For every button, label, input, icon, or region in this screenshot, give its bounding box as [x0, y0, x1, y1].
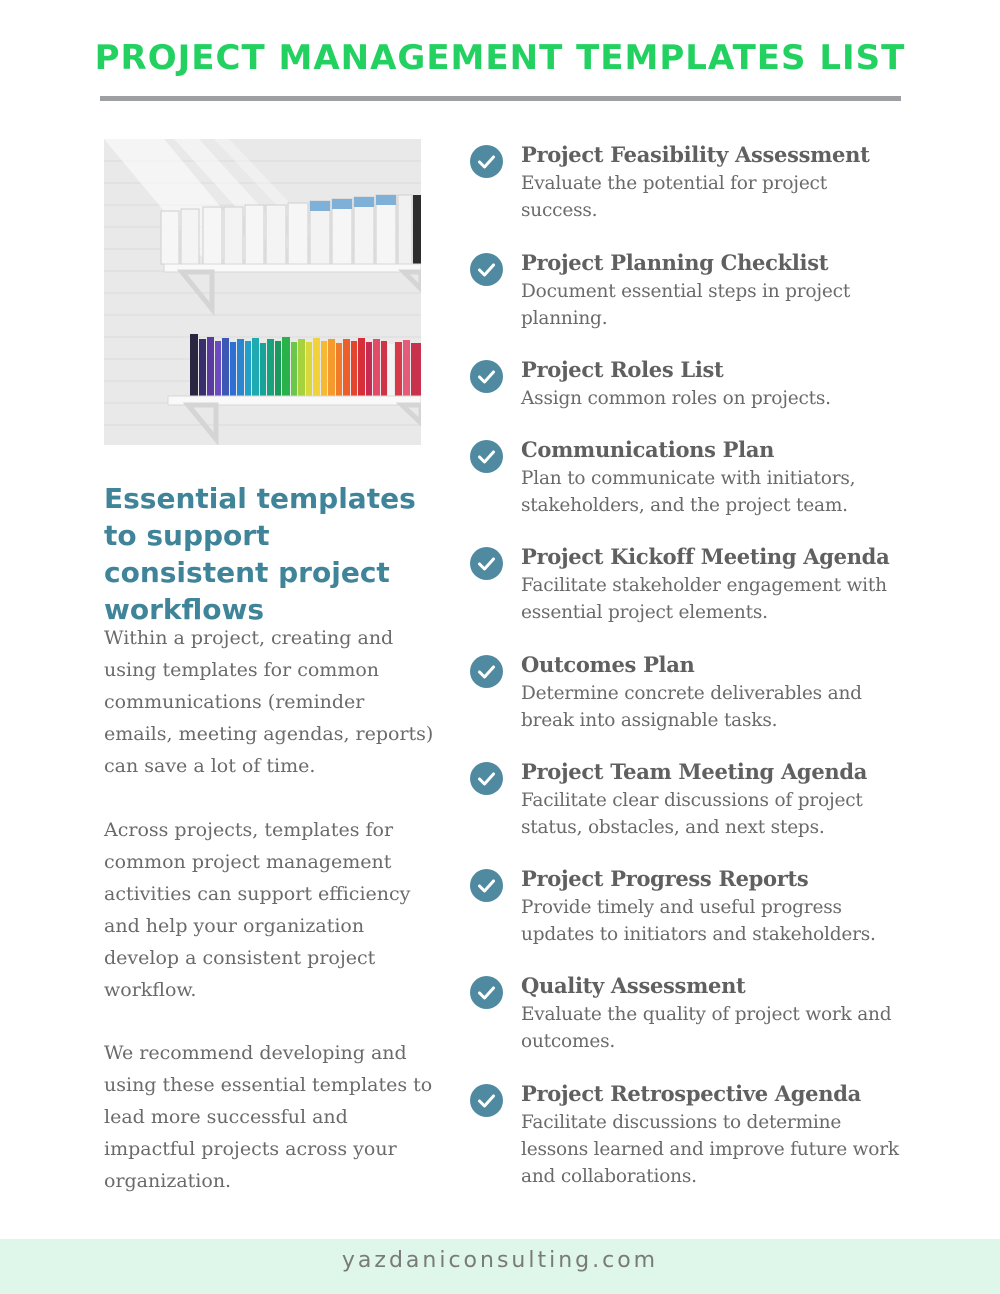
template-title: Project Progress Reports	[521, 866, 809, 891]
template-title: Communications Plan	[521, 437, 775, 462]
check-icon	[470, 869, 503, 902]
template-description: Provide timely and useful progress updates to initiators and stakeholders.	[521, 897, 876, 945]
template-description: Document essential steps in project planning.	[521, 281, 851, 329]
template-description: Determine concrete deliverables and break into assignable tasks.	[521, 683, 862, 731]
check-icon	[470, 655, 503, 688]
template-title: Project Planning Checklist	[521, 250, 829, 275]
sidebar-subheading: Essential templates to support consistent project workflows	[104, 482, 416, 626]
template-title: Quality Assessment	[521, 973, 746, 998]
template-description: Facilitate discussions to determine lessons learned and improve future work and collaborations.	[521, 1112, 899, 1187]
template-description: Evaluate the quality of project work and outcomes.	[521, 1004, 892, 1052]
template-title: Project Feasibility Assessment	[521, 142, 870, 167]
check-icon	[470, 547, 503, 580]
template-title: Project Team Meeting Agenda	[521, 759, 868, 784]
template-title: Project Kickoff Meeting Agenda	[521, 544, 890, 569]
footer-website: yazdaniconsulting.com	[341, 1248, 659, 1273]
check-icon	[470, 145, 503, 178]
template-description: Facilitate stakeholder engagement with essential project elements.	[521, 575, 887, 623]
check-icon	[470, 440, 503, 473]
check-icon	[470, 976, 503, 1009]
check-icon	[470, 253, 503, 286]
template-description: Plan to communicate with initiators, stakeholders, and the project team.	[521, 468, 856, 516]
template-title: Project Retrospective Agenda	[521, 1081, 861, 1106]
title-divider	[100, 96, 901, 101]
shelves-photo	[104, 139, 421, 445]
check-icon	[470, 762, 503, 795]
intro-paragraph: Within a project, creating and using templates for common communications (reminder emails, meeting agendas, reports) can save a lot of time.	[104, 627, 434, 777]
template-description: Facilitate clear discussions of project status, obstacles, and next steps.	[521, 790, 863, 838]
page-title: PROJECT MANAGEMENT TEMPLATES LIST	[94, 38, 906, 78]
template-description: Assign common roles on projects.	[521, 388, 831, 409]
template-description: Evaluate the potential for project success.	[521, 173, 827, 221]
check-icon	[470, 360, 503, 393]
intro-paragraph: We recommend developing and using these essential templates to lead more successful and impactful projects across your organization.	[104, 1042, 433, 1192]
check-icon	[470, 1084, 503, 1117]
intro-paragraph: Across projects, templates for common project management activities can support efficiency and help your organization develop a consistent project workflow.	[104, 819, 411, 1001]
template-title: Outcomes Plan	[521, 652, 695, 677]
template-title: Project Roles List	[521, 357, 724, 382]
